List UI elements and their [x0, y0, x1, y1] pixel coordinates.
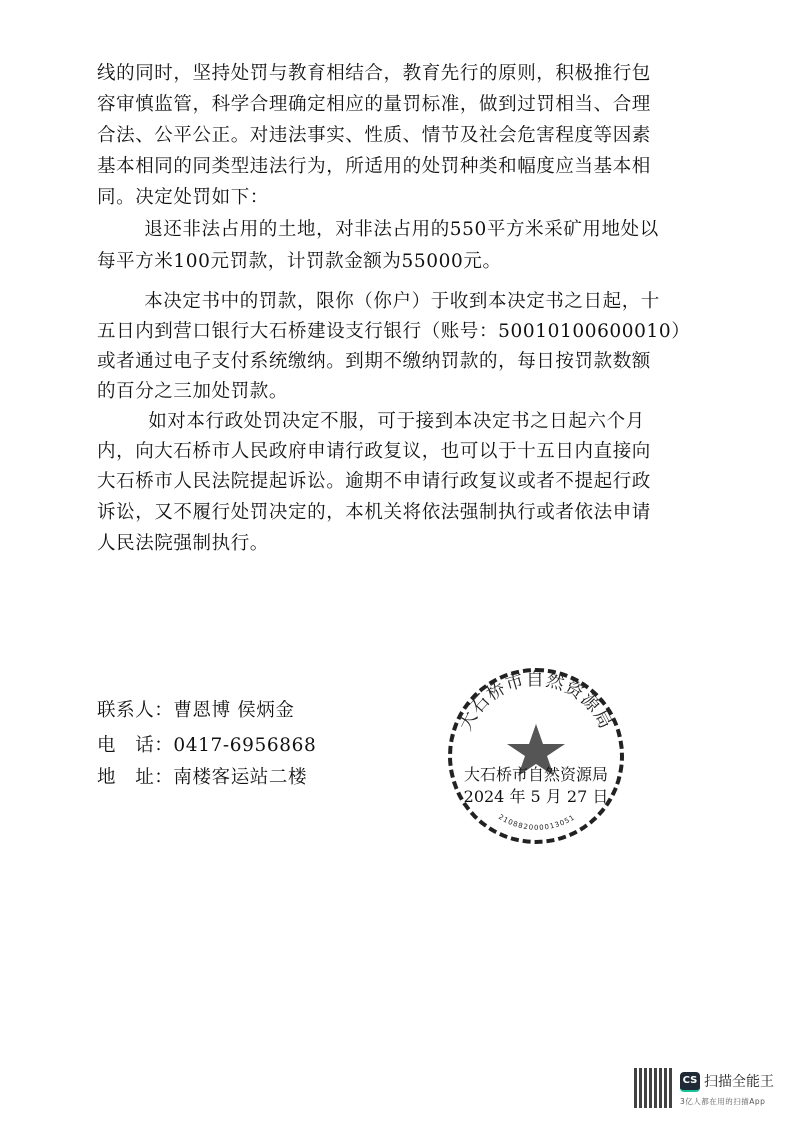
brand-name: 扫描全能王: [704, 1074, 774, 1090]
body-line: 五日内到营口银行大石桥建设支行银行（账号：50010100600010）: [97, 321, 691, 342]
seal-code: 210882000013051: [496, 812, 577, 832]
body-line: 退还非法占用的土地，对非法占用的550平方米采矿用地处以: [106, 219, 659, 240]
svg-text:大石桥市自然资源局: [455, 669, 616, 734]
brand-slogan: 3亿人都在用的扫描App: [680, 1097, 766, 1106]
contact-person: 联系人：曹恩博 侯炳金: [97, 700, 295, 721]
qr-code-icon: [634, 1068, 674, 1108]
seal-arc-text: 大石桥市自然资源局: [455, 669, 617, 735]
body-line: 合法、公平公正。对违法事实、性质、情节及社会危害程度等因素: [97, 125, 651, 146]
camscanner-logo-icon: CS: [680, 1072, 700, 1092]
seal-date: 2024 年 5 月 27 日: [463, 787, 609, 806]
body-line: 容审慎监管，科学合理确定相应的量罚标准，做到过罚相当、合理: [97, 94, 651, 115]
body-line: 线的同时，坚持处罚与教育相结合，教育先行的原则，积极推行包: [97, 63, 651, 84]
scanner-watermark: [634, 1068, 784, 1114]
body-line: 同。决定处罚如下：: [97, 187, 269, 208]
body-line: 每平方米100元罚款，计罚款金额为55000元。: [97, 251, 502, 272]
body-line: 大石桥市人民法院提起诉讼。逾期不申请行政复议或者不提起行政: [97, 471, 651, 492]
body-line: 内，向大石桥市人民政府申请行政复议，也可以于十五日内直接向: [97, 441, 651, 462]
body-line: 本决定书中的罚款，限你（你户）于收到本决定书之日起，十: [106, 291, 660, 312]
body-line: 基本相同的同类型违法行为，所适用的处罚种类和幅度应当基本相: [97, 156, 651, 177]
body-line: 的百分之三加处罚款。: [97, 381, 289, 402]
seal-org: 大石桥市自然资源局: [463, 765, 609, 784]
seal-graphic: [448, 668, 624, 844]
official-seal: [448, 668, 624, 844]
body-line: 如对本行政处罚决定不服，可于接到本决定书之日起六个月: [110, 411, 645, 432]
body-line: 诉讼，又不履行处罚决定的，本机关将依法强制执行或者依法申请: [97, 502, 651, 523]
svg-text:210882000013051: [497, 813, 577, 832]
body-line: 或者通过电子支付系统缴纳。到期不缴纳罚款的，每日按罚款数额: [97, 351, 651, 372]
contact-address: 地 址：南楼客运站二楼: [97, 767, 308, 788]
body-line: 人民法院强制执行。: [97, 533, 269, 554]
contact-phone: 电 话：0417-6956868: [97, 735, 317, 756]
